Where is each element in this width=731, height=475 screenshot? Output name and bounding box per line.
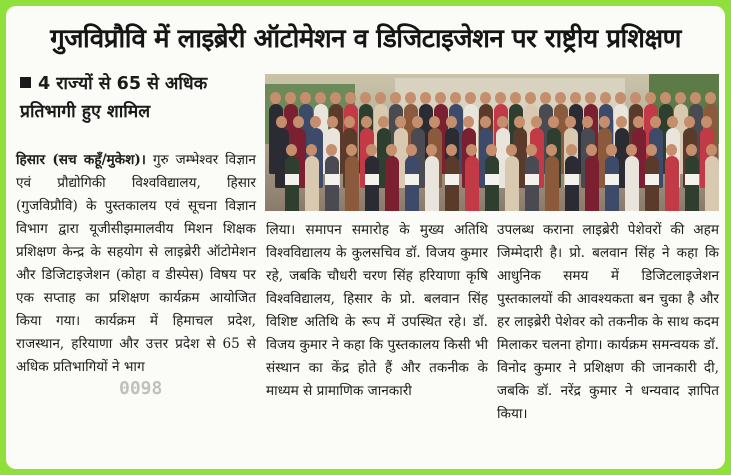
person-head <box>585 92 596 104</box>
person-head <box>286 144 297 156</box>
person-head <box>426 144 437 156</box>
person-head <box>630 92 641 104</box>
person-head <box>300 92 311 104</box>
certificate <box>445 174 459 185</box>
subheadline-line-2: प्रतिभागी हुए शामिल <box>20 102 151 122</box>
certificate <box>685 174 699 185</box>
subheadline <box>20 70 258 126</box>
person-head <box>506 144 517 156</box>
person-head <box>546 144 557 156</box>
person-head <box>565 116 576 128</box>
headline: गुजविप्रौवि में लाइब्रेरी ऑटोमेशन व डिजिटाइजेशन पर राष्ट्रीय प्रशिक्षण <box>50 24 681 54</box>
person-head <box>293 116 304 128</box>
person-figure <box>305 156 319 211</box>
person-figure <box>585 156 599 211</box>
certificate <box>605 174 619 185</box>
person-head <box>510 92 521 104</box>
person-head <box>435 92 446 104</box>
person-head <box>276 116 287 128</box>
person-head <box>463 116 474 128</box>
person-head <box>450 92 461 104</box>
person-head <box>705 92 716 104</box>
person-head <box>378 116 389 128</box>
person-head <box>526 144 537 156</box>
subheadline-text-1: 4 राज्यों से 65 से अधिक <box>38 74 208 94</box>
dateline: हिसार (सच कहूँ/मुकेश)। <box>16 152 146 168</box>
person-head <box>525 92 536 104</box>
certificate <box>485 174 499 185</box>
certificate <box>525 174 539 185</box>
person-head <box>270 92 281 104</box>
person-head <box>330 92 341 104</box>
person-figure <box>625 156 639 211</box>
person-head <box>684 116 695 128</box>
column-1-text: गुरु जम्भेश्वर विज्ञान एवं प्रौद्योगिकी विश्वविद्यालय, हिसार (गुजविप्रौवि) के पुस्तकालय एवं सूचना विज्ञान विभाग द्वारा यूजीसीझमालवीय मिशन शिक्षक प्रशिक्षण केन्द्र के सहयोग से लाइब्रेरी ऑटोमेशन और डिजिटाइजेशन (कोहा व डीस्पेस) विषय पर एक सप्ताह का प्रशिक्षण कार्यक्रम आयोजित किया गया। कार्यक्रम में हिमाचल प्रदेश, राजस्थान, हरियाणा और उत्तर प्रदेश से 65 से अधिक प्रतिभागियों ने भाग <box>16 152 256 375</box>
person-head <box>548 116 559 128</box>
person-head <box>390 92 401 104</box>
person-head <box>706 144 717 156</box>
person-head <box>406 144 417 156</box>
person-head <box>306 144 317 156</box>
person-head <box>405 92 416 104</box>
person-head <box>395 116 406 128</box>
person-head <box>599 116 610 128</box>
person-figure <box>465 156 479 211</box>
person-head <box>514 116 525 128</box>
person-head <box>446 144 457 156</box>
person-head <box>366 144 377 156</box>
person-head <box>555 92 566 104</box>
person-head <box>600 92 611 104</box>
person-head <box>660 92 671 104</box>
person-head <box>375 92 386 104</box>
person-head <box>466 144 477 156</box>
person-head <box>540 92 551 104</box>
person-head <box>360 92 371 104</box>
person-head <box>480 92 491 104</box>
person-head <box>420 92 431 104</box>
certificate <box>405 174 419 185</box>
person-head <box>480 116 491 128</box>
person-head <box>701 116 712 128</box>
person-head <box>361 116 372 128</box>
person-head <box>285 92 296 104</box>
person-head <box>497 116 508 128</box>
person-head <box>633 116 644 128</box>
certificate <box>325 174 339 185</box>
person-figure <box>705 156 719 211</box>
certificate <box>285 174 299 185</box>
person-head <box>327 116 338 128</box>
person-head <box>346 144 357 156</box>
person-head <box>586 144 597 156</box>
person-figure <box>505 156 519 211</box>
person-head <box>315 92 326 104</box>
bullet-icon <box>20 77 31 88</box>
person-head <box>582 116 593 128</box>
article-column-3: उपलब्ध कराना लाइब्रेरी पेशेवरों की अहम जिम्मेदारी है। प्रो. बलवान सिंह ने कहा कि आधुनिक समय में डिजिटलाइजेशन पुस्तकालयों की आवश्यकता बन चुका है और हर लाइब्रेरी पेशेवर को तकनीक के साथ कदम मिलाकर चलना होगा। कार्यक्रम समन्वयक डॉ. विनोद कुमार ने प्रशिक्षण की जानकारी दी, जबकि डॉ. नरेंद्र कुमार ने धन्यवाद ज्ञापित किया। <box>497 222 719 422</box>
person-head <box>566 144 577 156</box>
article-column-2: लिया। समापन समारोह के मुख्य अतिथि विश्वविद्यालय के कुलसचिव डॉ. विजय कुमार रहे, जबकि चौधरी चरण सिंह हरियाणा कृषि विश्वविद्यालय, हिसार के प्रो. बलवान सिंह विशिष्ट अतिथि के रूप में उपस्थित रहे। डॉ. विजय कुमार ने कहा कि पुस्तकालय किसी भी संस्थान का केंद्र होते हैं और तकनीक के माध्यम से प्रामाणिक जानकारी <box>266 222 488 399</box>
person-head <box>616 116 627 128</box>
person-head <box>606 144 617 156</box>
person-head <box>412 116 423 128</box>
person-figure <box>385 156 399 211</box>
person-head <box>615 92 626 104</box>
person-figure <box>425 156 439 211</box>
certificate <box>565 174 579 185</box>
person-head <box>386 144 397 156</box>
person-head <box>626 144 637 156</box>
news-clipping <box>6 6 725 469</box>
certificate <box>645 174 659 185</box>
person-head <box>675 92 686 104</box>
person-head <box>666 144 677 156</box>
person-head <box>495 92 506 104</box>
watermark-stamp: 0098 <box>119 378 163 399</box>
subheadline-line-1 <box>20 70 258 98</box>
person-head <box>465 92 476 104</box>
article-column-1 <box>16 149 256 379</box>
person-head <box>667 116 678 128</box>
person-head <box>429 116 440 128</box>
person-head <box>344 116 355 128</box>
person-head <box>570 92 581 104</box>
person-head <box>686 144 697 156</box>
person-head <box>446 116 457 128</box>
person-head <box>645 92 656 104</box>
certificate <box>365 174 379 185</box>
person-head <box>531 116 542 128</box>
person-head <box>310 116 321 128</box>
person-head <box>486 144 497 156</box>
person-head <box>690 92 701 104</box>
group-photo <box>265 74 719 211</box>
person-figure <box>545 156 559 211</box>
person-head <box>650 116 661 128</box>
person-head <box>345 92 356 104</box>
person-figure <box>665 156 679 211</box>
person-figure <box>345 156 359 211</box>
person-head <box>326 144 337 156</box>
person-head <box>646 144 657 156</box>
